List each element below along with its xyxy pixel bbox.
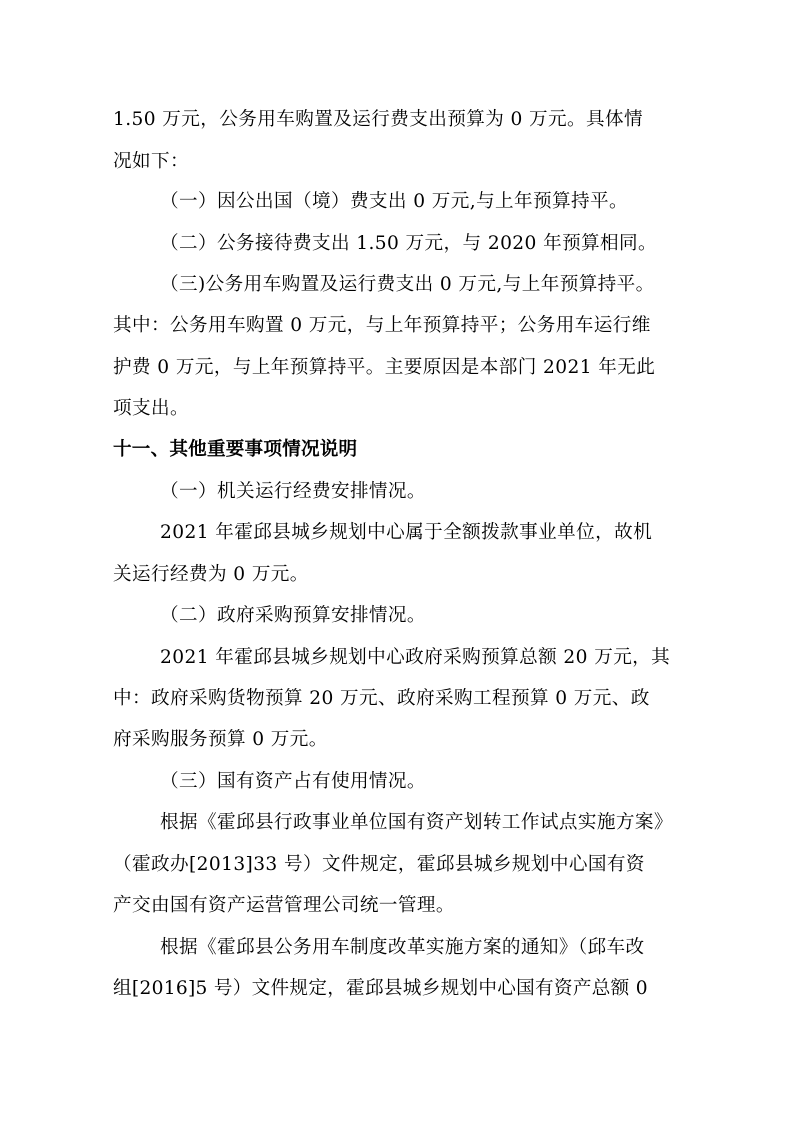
text-line-2: 况如下： bbox=[113, 151, 189, 172]
text-line-20: 产交由国有资产运营管理公司统一管理。 bbox=[113, 895, 455, 916]
text-line-16: 府采购服务预算 0 万元。 bbox=[113, 729, 328, 750]
section-heading: 十一、其他重要事项情况说明 bbox=[113, 439, 358, 460]
text-line-8: 项支出。 bbox=[113, 398, 189, 419]
text-line-22: 组[2016]5 号）文件规定，霍邱县城乡规划中心国有资产总额 0 bbox=[113, 978, 648, 999]
text-line-18: 根据《霍邱县行政事业单位国有资产划转工作试点实施方案》 bbox=[160, 812, 673, 833]
text-line-19: （霍政办[2013]33 号）文件规定，霍邱县城乡规划中心国有资 bbox=[113, 854, 645, 875]
text-line-21: 根据《霍邱县公务用车制度改革实施方案的通知》（邱车改 bbox=[160, 937, 645, 958]
text-line-15: 中：政府采购货物预算 20 万元、政府采购工程预算 0 万元、政 bbox=[113, 688, 650, 709]
text-line-13: （二）政府采购预算安排情况。 bbox=[160, 605, 426, 626]
text-line-3: （一）因公出国（境）费支出 0 万元,与上年预算持平。 bbox=[160, 191, 629, 212]
text-line-4: （二）公务接待费支出 1.50 万元，与 2020 年预算相同。 bbox=[160, 233, 658, 254]
text-line-1: 1.50 万元，公务用车购置及运行费支出预算为 0 万元。具体情 bbox=[113, 109, 644, 130]
text-line-17: （三）国有资产占有使用情况。 bbox=[160, 771, 426, 792]
text-line-7: 护费 0 万元，与上年预算持平。主要原因是本部门 2021 年无此 bbox=[113, 357, 656, 378]
text-line-12: 关运行经费为 0 万元。 bbox=[113, 564, 309, 585]
text-line-11: 2021 年霍邱县城乡规划中心属于全额拨款事业单位，故机 bbox=[160, 522, 653, 543]
text-line-10: （一）机关运行经费安排情况。 bbox=[160, 481, 426, 502]
text-line-14: 2021 年霍邱县城乡规划中心政府采购预算总额 20 万元，其 bbox=[160, 647, 671, 668]
text-line-5: （三)公务用车购置及运行费支出 0 万元,与上年预算持平。 bbox=[160, 274, 655, 295]
text-line-6: 其中：公务用车购置 0 万元，与上年预算持平；公务用车运行维 bbox=[113, 315, 651, 336]
